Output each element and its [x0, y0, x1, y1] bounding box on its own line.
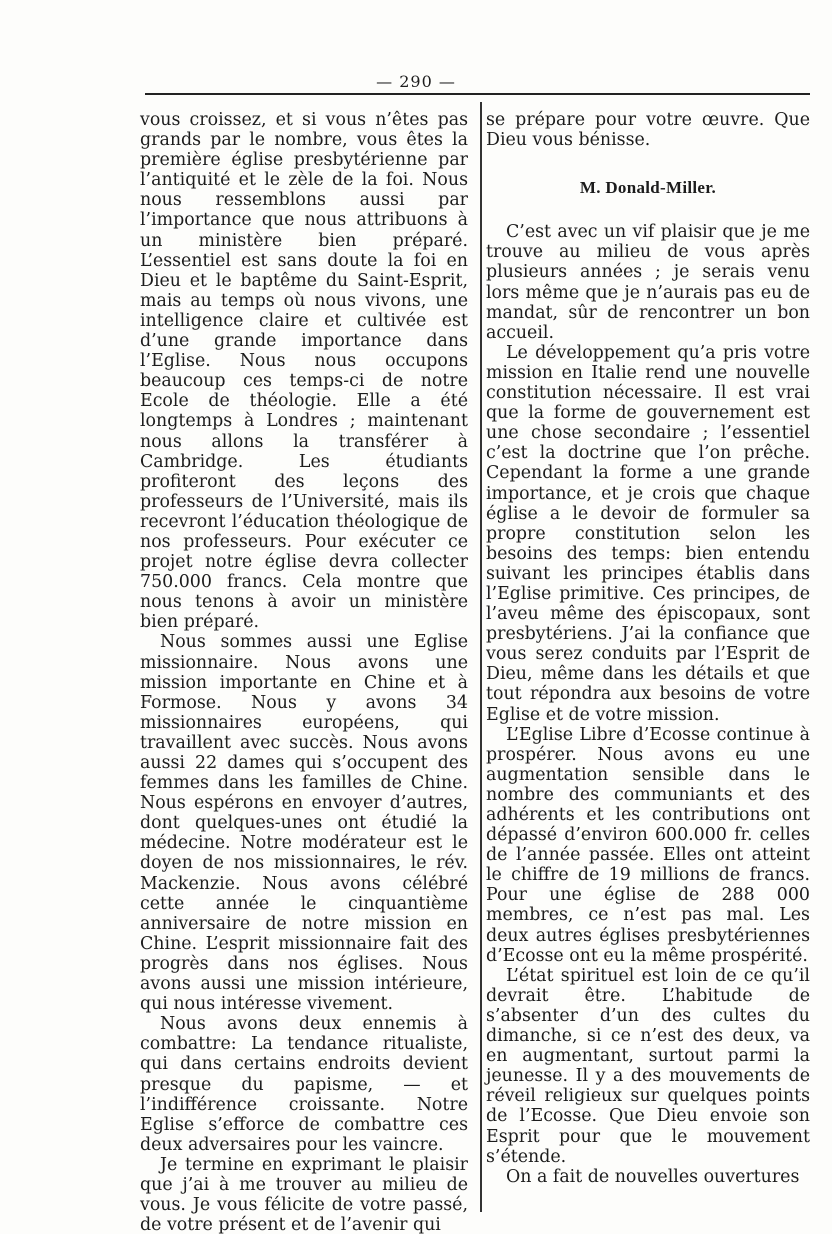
- paragraph: C’est avec un vif plaisir que je me trouve au milieu de vous après plusieurs années ; je serais venu lors même que je n’aurais pas eu de mandat, sûr de rencontrer un bon accueil.: [486, 222, 810, 343]
- paragraph: L’Eglise Libre d’Ecosse continue à prospérer. Nous avons eu une augmentation sensible dans le nombre des communiants et des adhérents et les contributions ont dépassé d’environ 600.000 fr. celles de l’année passée. Elles ont atteint le chiffre de 19 millions de francs. Pour une église de 288 000 membres, ce n’est pas mal. Les deux autres églises presbytériennes d’Ecosse ont eu la même prospérité.: [486, 724, 810, 966]
- right-column: [486, 110, 810, 1187]
- left-column: [140, 110, 468, 1235]
- paragraph: vous croissez, et si vous n’êtes pas grands par le nombre, vous êtes la première église presbytérienne par l’antiquité et le zèle de la foi. Nous nous ressemblons aussi par l’importance que nous attribuons à un ministère bien préparé. L’essentiel est sans doute la foi en Dieu et le baptême du Saint-Esprit, mais au temps où nous vivons, une intelligence claire et cultivée est d’une grande importance dans l’Eglise. Nous nous occupons beaucoup ces temps-ci de notre Ecole de théologie. Elle a été longtemps à Londres ; maintenant nous allons la transférer à Cambridge. Les étudiants profiteront des leçons des professeurs de l’Université, mais ils recevront l’éducation théologique de nos professeurs. Pour exécuter ce projet notre église devra collecter 750.000 francs. Cela montre que nous tenons à avoir un ministère bien préparé.: [140, 110, 468, 633]
- section-heading: M. Donald-Miller.: [579, 178, 717, 198]
- paragraph: Nous avons deux ennemis à combattre: La tendance ritualiste, qui dans certains endroits devient presque du papisme, — et l’indifférence croissante. Notre Eglise s’efforce de combattre ces deux adversaires pour les vaincre.: [140, 1014, 468, 1155]
- column-divider: [480, 102, 482, 1212]
- page-number: — 290 —: [376, 72, 456, 91]
- header-rule: [145, 93, 810, 95]
- paragraph: Nous sommes aussi une Eglise missionnaire. Nous avons une mission importante en Chine et à Formose. Nous y avons 34 missionnaires européens, qui travaillent avec succès. Nous avons aussi 22 dames qui s’occupent des femmes dans les familles de Chine. Nous espérons en envoyer d’autres, dont quelques-unes ont étudié la médecine. Notre modérateur est le doyen de nos missionnaires, le rév. Mackenzie. Nous avons célébré cette année le cinquantième anniversaire de notre mission en Chine. L’esprit missionnaire fait des progrès dans nos églises. Nous avons aussi une mission intérieure, qui nous intéresse vivement.: [140, 632, 468, 1015]
- paragraph: Je termine en exprimant le plaisir que j’ai à me trouver au milieu de vous. Je vous félicite de votre passé, de votre présent et de l’avenir qui: [140, 1154, 468, 1235]
- paragraph: L’état spirituel est loin de ce qu’il devrait être. L’habitude de s’absenter d’un des cultes du dimanche, si ce n’est des deux, va en augmentant, surtout parmi la jeunesse. Il y a des mouvements de réveil religieux sur quelques points de l’Ecosse. Que Dieu envoie son Esprit pour que le mouvement s’étende.: [486, 965, 810, 1167]
- paragraph: Le développement qu’a pris votre mission en Italie rend une nouvelle constitution nécessaire. Il est vrai que la forme de gouvernement est une chose secondaire ; l’essentiel c’est la doctrine que l’on prêche. Cependant la forme a une grande importance, et je crois que chaque église a le devoir de formuler sa propre constitution selon les besoins des temps: bien entendu suivant les principes établis dans l’Eglise primitive. Ces principes, de l’aveu même des épiscopaux, sont presbytériens. J’ai la confiance que vous serez conduits par l’Esprit de Dieu, même dans les détails et que tout répondra aux besoins de votre Eglise et de votre mission.: [486, 342, 810, 725]
- paragraph-continuation: se prépare pour votre œuvre. Que Dieu vous bénisse.: [486, 110, 810, 151]
- paragraph: On a fait de nouvelles ouvertures: [506, 1166, 800, 1187]
